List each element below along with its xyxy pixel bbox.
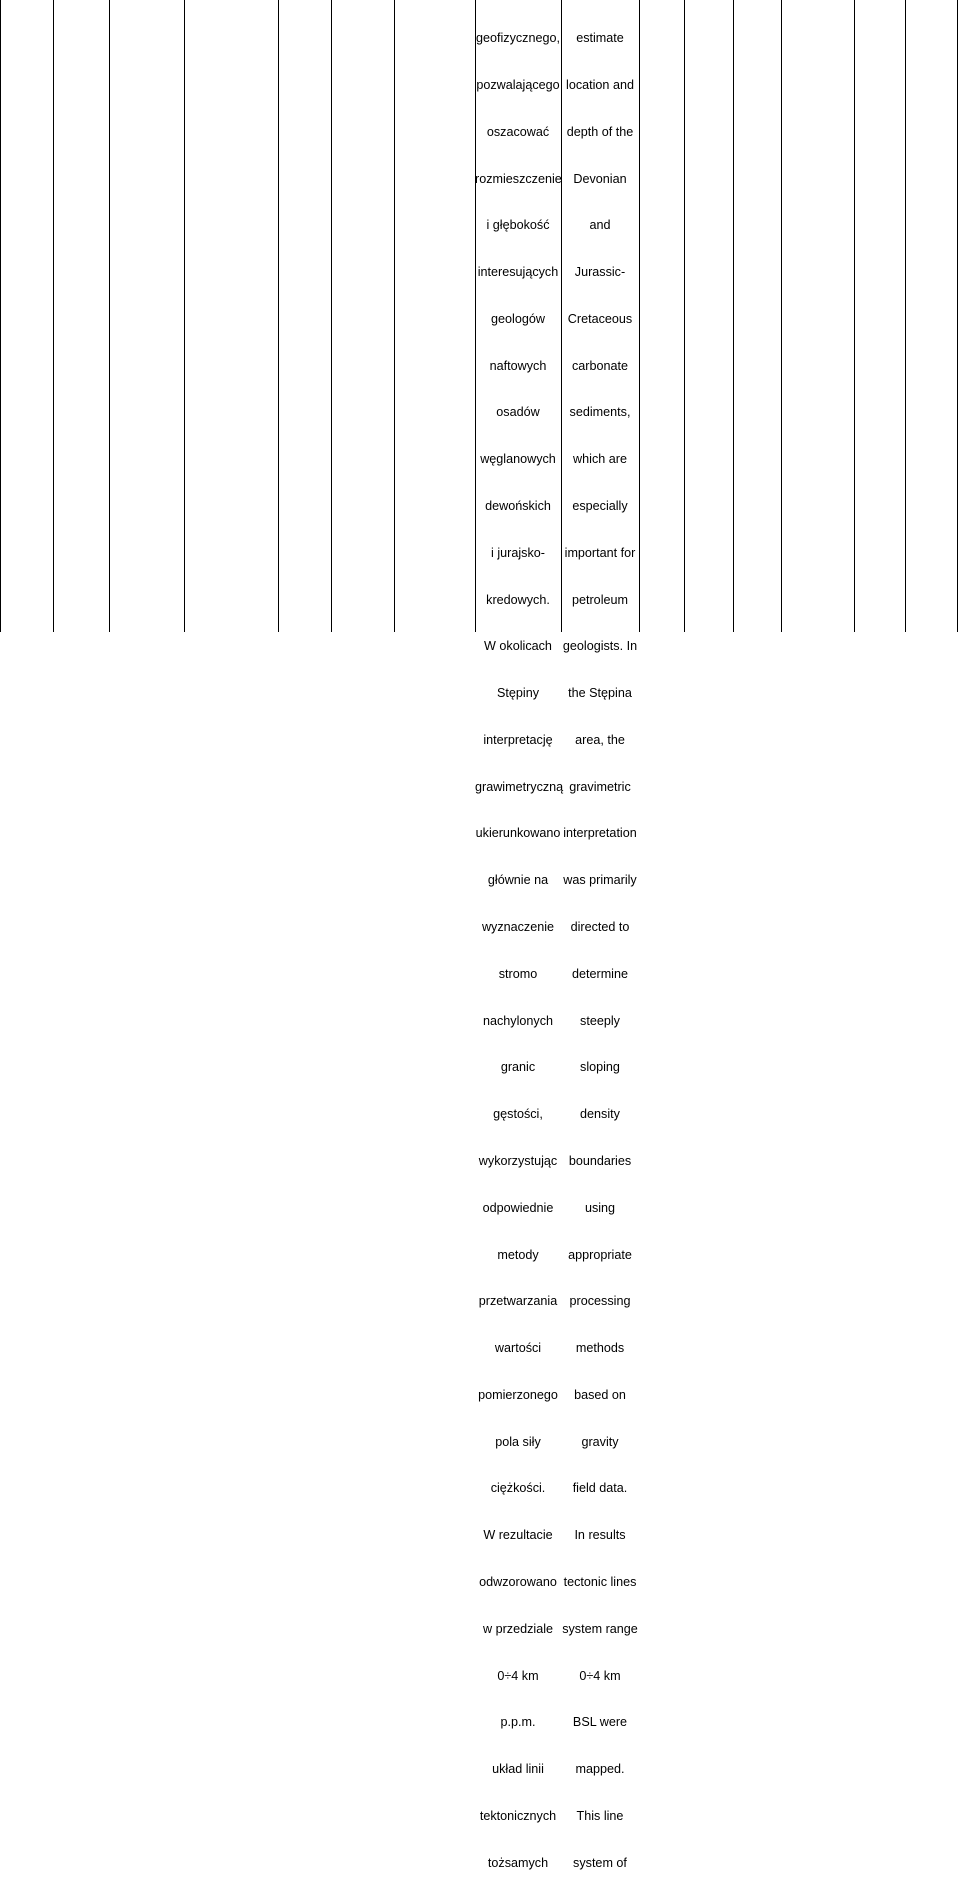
table-border-16 <box>957 0 958 632</box>
cell-line: ciężkości. <box>490 1481 546 1496</box>
cell-line: In results <box>574 1528 626 1543</box>
cell-line: stromo <box>498 966 538 981</box>
cell-line: pola siły <box>495 1434 541 1449</box>
cell-line: wartości <box>494 1341 542 1356</box>
table-border-1 <box>0 0 1 632</box>
table-border-15 <box>905 0 906 632</box>
cell-line: directed to <box>570 920 630 935</box>
cell-line: W okolicach <box>484 639 552 654</box>
cell-line: This line <box>576 1808 624 1823</box>
cell-line: carbonate <box>571 358 628 373</box>
cell-line: gravity <box>581 1434 619 1449</box>
cell-line: grawimetryczną <box>475 779 564 794</box>
cell-line: granic <box>500 1060 536 1075</box>
cell-line: especially <box>572 499 628 513</box>
cell-line: determine <box>571 966 628 981</box>
cell-line: BSL were <box>572 1715 628 1730</box>
cell-line: naftowych <box>489 358 547 373</box>
cell-line: which are <box>573 452 627 467</box>
table-border-13 <box>781 0 782 632</box>
table-border-14 <box>854 0 855 632</box>
table-border-7 <box>394 0 395 632</box>
cell-line: osadów <box>496 405 540 420</box>
cell-line: tectonic lines <box>563 1574 637 1589</box>
cell-line: using <box>584 1200 616 1215</box>
cell-line: boundaries <box>568 1153 632 1168</box>
cell-line: układ linii <box>492 1762 544 1777</box>
cell-line: the Stępina <box>568 686 632 701</box>
cell-line: oszacować <box>486 124 550 139</box>
cell-line: mapped. <box>575 1762 625 1777</box>
cell-line: wyznaczenie <box>481 920 555 935</box>
cell-line: geologów <box>491 311 545 326</box>
cell-line: petroleum <box>571 592 628 607</box>
table-border-10 <box>639 0 640 632</box>
cell-line: p.p.m. <box>500 1715 536 1730</box>
polish-description-cell <box>475 0 564 1887</box>
table-border-4 <box>184 0 185 632</box>
cell-line: estimate <box>576 31 624 46</box>
table-border-2 <box>53 0 54 632</box>
cell-line: głównie na <box>487 873 549 888</box>
cell-line: important for <box>564 545 636 560</box>
cell-line: dewońskich <box>485 499 551 513</box>
cell-line: wykorzystując <box>478 1153 558 1168</box>
cell-line: location and <box>566 77 634 92</box>
cell-line: based on <box>574 1387 626 1402</box>
table-border-11 <box>684 0 685 632</box>
cell-line: odpowiednie <box>482 1200 554 1215</box>
cell-line: pozwalającego <box>476 77 560 92</box>
table-border-12 <box>733 0 734 632</box>
cell-line: field data. <box>572 1481 628 1496</box>
cell-line: interesujących <box>477 265 559 280</box>
cell-line: pomierzonego <box>478 1387 558 1402</box>
cell-line: gravimetric <box>569 779 631 794</box>
cell-line: węglanowych <box>480 452 556 467</box>
cell-line: przetwarzania <box>478 1294 558 1309</box>
table-border-3 <box>109 0 110 632</box>
cell-line: geofizycznego, <box>475 31 560 46</box>
cell-line: nachylonych <box>482 1013 553 1028</box>
cell-line: ukierunkowano <box>475 826 561 841</box>
table-border-6 <box>331 0 332 632</box>
cell-line: rozmieszczenie <box>475 171 562 186</box>
cell-line: methods <box>575 1341 625 1356</box>
cell-line: 0÷4 km <box>579 1668 621 1683</box>
cell-line: 0÷4 km <box>497 1668 539 1683</box>
cell-line: processing <box>569 1294 631 1309</box>
cell-line: W rezultacie <box>483 1528 553 1543</box>
cell-line: gęstości, <box>493 1107 543 1122</box>
table-border-5 <box>278 0 279 632</box>
cell-line: Devonian <box>573 171 627 186</box>
cell-line: odwzorowano <box>479 1574 557 1589</box>
cell-line: Cretaceous <box>567 311 633 326</box>
cell-line: interpretation <box>563 826 637 841</box>
cell-line: metody <box>497 1247 539 1262</box>
cell-line: interpretację <box>483 732 553 747</box>
cell-line: system range <box>562 1621 638 1636</box>
cell-line: appropriate <box>568 1247 632 1262</box>
cell-line: Jurassic- <box>574 265 626 280</box>
cell-line: kredowych. <box>486 592 550 607</box>
english-description-cell <box>561 0 639 1887</box>
cell-line: depth of the <box>566 124 634 139</box>
cell-line: tożsamych <box>487 1855 549 1870</box>
cell-line: w przedziale <box>483 1621 553 1636</box>
cell-line: tektonicznych <box>479 1808 557 1823</box>
cell-line: density <box>580 1107 620 1122</box>
cell-line: sediments, <box>569 405 631 420</box>
cell-line: i głębokość <box>486 218 550 233</box>
cell-line: i jurajsko- <box>491 545 545 560</box>
cell-line: system of <box>573 1855 627 1870</box>
cell-line: Stępiny <box>496 686 539 701</box>
cell-line: steeply <box>580 1013 620 1028</box>
cell-line: was primarily <box>563 873 637 888</box>
cell-line: and <box>589 218 611 233</box>
cell-line: area, the <box>575 732 625 747</box>
cell-line: sloping <box>580 1060 620 1075</box>
cell-line: geologists. In <box>562 639 638 654</box>
